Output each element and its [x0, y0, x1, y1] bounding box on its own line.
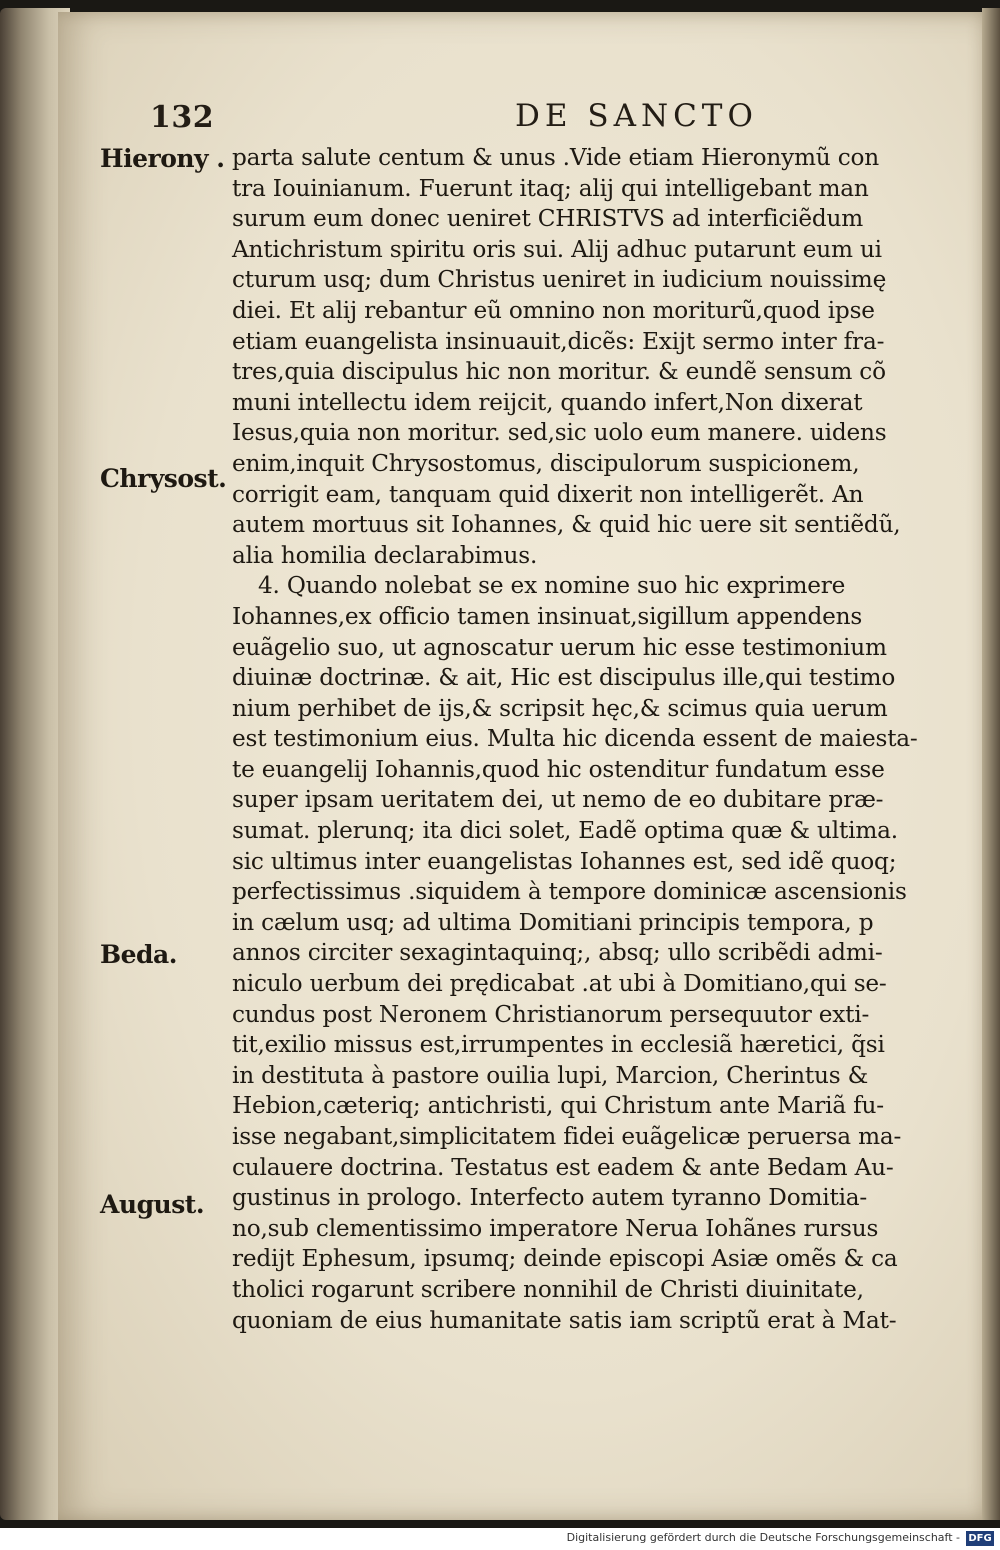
text-line: tra Iouinianum. Fuerunt itaq; alij qui intelligebant man — [232, 174, 869, 202]
text-line: parta salute centum & unus .Vide etiam Hieronymũ con — [232, 144, 879, 171]
text-line: etiam euangelista insinuauit,dicẽs: Exijt sermo inter fra- — [232, 327, 885, 355]
margin-note-hieronymus: Hierony . — [100, 144, 225, 173]
text-line: nium perhibet de ijs,& scripsit hęc,& scimus quia uerum — [232, 694, 888, 722]
text-line: tholici rogarunt scribere nonnihil de Christi diuinitate, — [232, 1275, 864, 1303]
running-head: DE SANCTO — [515, 98, 758, 134]
text-line: diei. Et alij rebantur eũ omnino non moriturũ,quod ipse — [232, 296, 875, 324]
text-line: tres,quia discipulus hic non moritur. & eundẽ sensum cõ — [232, 358, 886, 386]
text-line: redijt Ephesum, ipsumq; deinde episcopi Asiæ omẽs & ca — [232, 1245, 898, 1273]
margin-note-beda: Beda. — [100, 940, 177, 969]
text-line: in cælum usq; ad ultima Domitiani principis tempora, p — [232, 908, 874, 936]
paragraph-start-line: 4. Quando nolebat se ex nomine suo hic exprimere — [258, 572, 846, 600]
text-line: Hebion,cæteriq; antichristi, qui Christum ante Mariã fu- — [232, 1092, 884, 1120]
margin-note-chrysostomus: Chrysost. — [100, 464, 227, 493]
text-line: super ipsam ueritatem dei, ut nemo de eo dubitare præ- — [232, 786, 884, 814]
text-line: in destituta à pastore ouilia lupi, Marcion, Cherintus & — [232, 1061, 869, 1089]
text-line: culauere doctrina. Testatus est eadem & ante Bedam Au- — [232, 1153, 894, 1181]
text-line: te euangelij Iohannis,quod hic ostenditur fundatum esse — [232, 755, 885, 783]
page-number: 132 — [150, 100, 215, 135]
text-line: Iesus,quia non moritur. sed,sic uolo eum manere. uidens — [232, 419, 887, 447]
text-line: enim,inquit Chrysostomus, discipulorum suspicionem, — [232, 449, 860, 477]
text-line: isse negabant,simplicitatem fidei euãgelicæ peruersa ma- — [232, 1123, 902, 1150]
text-line: no,sub clementissimo imperatore Nerua Iohãnes rursus — [232, 1214, 879, 1242]
text-line: cturum usq; dum Christus ueniret in iudicium nouissimę — [232, 266, 887, 294]
text-line: est testimonium eius. Multa hic dicenda essent de maiesta- — [232, 725, 918, 753]
text-line: quoniam de eius humanitate satis iam scriptũ erat à Mat- — [232, 1306, 897, 1334]
text-line: cundus post Neronem Christianorum persequutor exti- — [232, 1000, 870, 1028]
book-page-edge-right — [982, 8, 1000, 1520]
text-line: euãgelio suo, ut agnoscatur uerum hic esse testimonium — [232, 633, 887, 661]
funding-credit: Digitalisierung gefördert durch die Deutsche Forschungsgemeinschaft - — [566, 1531, 960, 1544]
text-line: perfectissimus .siquidem à tempore dominicæ ascensionis — [232, 878, 907, 906]
text-line: sumat. plerunq; ita dici solet, Eadẽ optima quæ & ultima. — [232, 817, 898, 845]
text-line: gustinus in prologo. Interfecto autem tyranno Domitia- — [232, 1184, 868, 1212]
body-text — [232, 143, 942, 1336]
text-line: diuinæ doctrinæ. & ait, Hic est discipulus ille,qui testimo — [232, 664, 896, 692]
text-line: niculo uerbum dei prędicabat .at ubi à Domitiano,qui se- — [232, 970, 887, 998]
text-line: surum eum donec ueniret CHRISTVS ad interficiẽdum — [232, 205, 864, 233]
text-line: muni intellectu idem reijcit, quando infert,Non dixerat — [232, 388, 863, 416]
text-line: corrigit eam, tanquam quid dixerit non intelligerẽt. An — [232, 480, 864, 508]
text-line: autem mortuus sit Iohannes, & quid hic uere sit sentiẽdũ, — [232, 511, 901, 539]
text-line: tit,exilio missus est,irrumpentes in ecclesiã hæretici, q̃si — [232, 1031, 885, 1059]
text-line: annos circiter sexagintaquinq;, absq; ullo scribẽdi admi- — [232, 939, 883, 967]
margin-note-augustinus: August. — [100, 1190, 205, 1219]
dfg-logo-icon: DFG — [966, 1531, 994, 1546]
text-line: Iohannes,ex officio tamen insinuat,sigillum appendens — [232, 602, 863, 630]
text-line: Antichristum spiritu oris sui. Alij adhuc putarunt eum ui — [232, 235, 882, 263]
text-line: alia homilia declarabimus. — [232, 541, 538, 569]
text-line: sic ultimus inter euangelistas Iohannes est, sed idẽ quoq; — [232, 847, 897, 875]
footer-bar — [0, 1528, 1000, 1550]
